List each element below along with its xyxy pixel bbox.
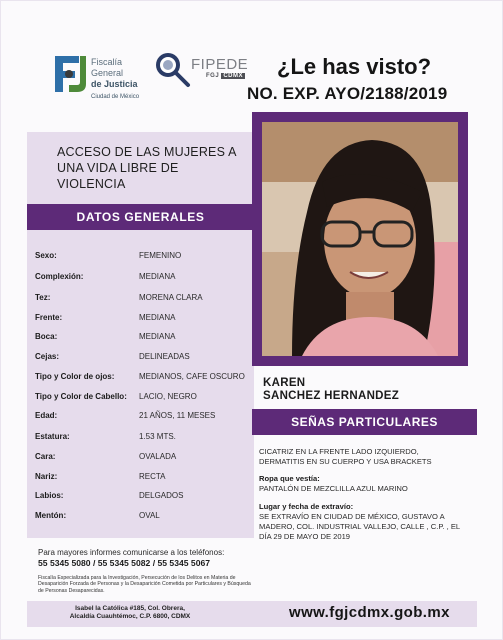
field-label: Frente: bbox=[35, 313, 63, 322]
field-value: MEDIANA bbox=[139, 313, 176, 322]
agency-address bbox=[65, 605, 195, 621]
field-value: MEDIANA bbox=[139, 332, 176, 341]
fipede-sub-prefix: FGJ bbox=[206, 73, 220, 79]
magnifier-icon bbox=[153, 50, 191, 88]
place-line3: DÍA 29 DE MAYO DE 2019 bbox=[259, 532, 351, 541]
place-label: Lugar y fecha de extravío: bbox=[259, 502, 354, 511]
field-label: Complexión: bbox=[35, 272, 84, 281]
agency-fine-print: Fiscalía Especializada para la Investigación, Persecución de los Delitos en Materia de Desaparición Forzada de Personas y la Desaparición Cometida por Particulares y Búsqueda de Personas Desaparecidas. bbox=[38, 575, 251, 594]
field-label: Cejas: bbox=[35, 352, 60, 361]
fgj-wordmark bbox=[91, 57, 139, 103]
field-label: Tez: bbox=[35, 293, 51, 302]
field-value: MEDIANA bbox=[139, 272, 176, 281]
org-city: Ciudad de México bbox=[91, 94, 140, 100]
datos-generales-title: DATOS GENERALES bbox=[76, 210, 205, 224]
person-photo bbox=[262, 122, 458, 356]
field-value: MORENA CLARA bbox=[139, 293, 203, 302]
address-line2: Alcaldía Cuauhtémoc, C.P. 6800, CDMX bbox=[69, 613, 191, 620]
field-value: 1.53 MTS. bbox=[139, 432, 176, 441]
fipede-subtitle bbox=[206, 73, 245, 79]
field-label: Cara: bbox=[35, 452, 56, 461]
field-value: OVAL bbox=[139, 511, 160, 520]
senas-description-line1: CICATRIZ EN LA FRENTE LADO IZQUIERDO, bbox=[259, 447, 419, 456]
field-value: RECTA bbox=[139, 472, 166, 481]
field-label: Estatura: bbox=[35, 432, 70, 441]
field-value: FEMENINO bbox=[139, 251, 182, 260]
field-label: Tipo y Color de ojos: bbox=[35, 372, 115, 381]
phone-numbers: 55 5345 5080 / 55 5345 5082 / 55 5345 5067 bbox=[38, 558, 211, 568]
field-value: OVALADA bbox=[139, 452, 177, 461]
fgj-logo-icon bbox=[53, 54, 87, 94]
address-line1: Isabel la Católica #185, Col. Obrera, bbox=[75, 605, 185, 612]
website-url: www.fgjcdmx.gob.mx bbox=[289, 604, 450, 621]
field-value: LACIO, NEGRO bbox=[139, 392, 197, 401]
field-label: Labios: bbox=[35, 491, 64, 500]
senas-title: SEÑAS PARTICULARES bbox=[291, 415, 438, 429]
person-name bbox=[263, 377, 399, 403]
case-number: NO. EXP. AYO/2188/2019 bbox=[247, 84, 448, 103]
person-first-name: KAREN bbox=[263, 377, 306, 389]
poster-headline: ¿Le has visto? bbox=[277, 54, 432, 79]
fipede-sub-highlight: CDMX bbox=[223, 73, 244, 79]
field-value: DELINEADAS bbox=[139, 352, 190, 361]
field-label: Sexo: bbox=[35, 251, 57, 260]
place-line2: MADERO, COL. INDUSTRIAL VALLEJO, CALLE , C.P. , EL bbox=[259, 522, 461, 531]
field-label: Edad: bbox=[35, 411, 58, 420]
contact-intro: Para mayores informes comunicarse a los teléfonos: bbox=[38, 548, 225, 557]
field-value: 21 AÑOS, 11 MESES bbox=[139, 411, 216, 420]
field-label: Tipo y Color de Cabello: bbox=[35, 392, 127, 401]
org-line1: Fiscalía bbox=[91, 57, 123, 67]
field-value: MEDIANOS, CAFE OSCURO bbox=[139, 372, 245, 381]
fipede-title: FIPEDE bbox=[191, 56, 249, 73]
field-label: Nariz: bbox=[35, 472, 58, 481]
field-label: Mentón: bbox=[35, 511, 67, 520]
org-line2: General bbox=[91, 68, 124, 78]
person-last-names: SANCHEZ HERNANDEZ bbox=[263, 390, 400, 402]
clothing-value: PANTALÓN DE MEZCLILLA AZUL MARINO bbox=[259, 484, 408, 493]
field-value: DELGADOS bbox=[139, 491, 184, 500]
place-line1: SE EXTRAVÍO EN CIUDAD DE MÉXICO, GUSTAVO A bbox=[259, 512, 445, 521]
senas-description-line2: DERMATITIS EN SU CUERPO Y USA BRACKETS bbox=[259, 457, 432, 466]
intro-text: ACCESO DE LAS MUJERES A UNA VIDA LIBRE DE VIOLENCIA bbox=[57, 145, 236, 191]
field-label: Boca: bbox=[35, 332, 58, 341]
clothing-label: Ropa que vestía: bbox=[259, 474, 320, 483]
org-line3: de Justicia bbox=[91, 79, 138, 89]
